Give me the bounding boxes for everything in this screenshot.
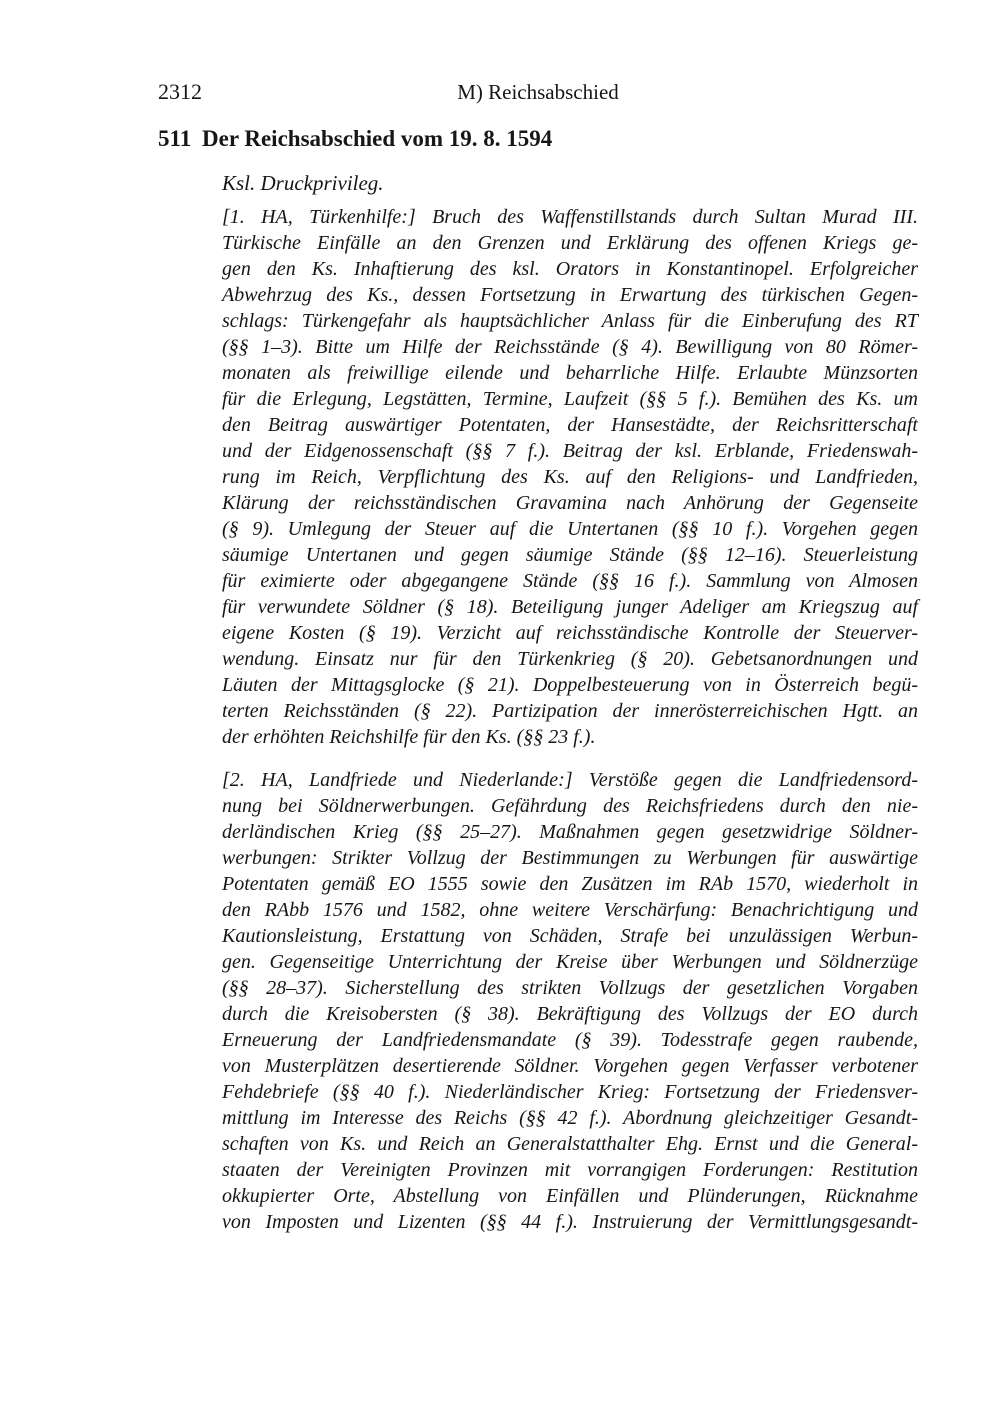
- text-line: säumige Untertanen und gegen säumige Stände (§§ 12–16). Steuerleistung: [222, 544, 918, 566]
- text-line: Kautionsleistung, Erstattung von Schäden, Strafe bei unzulässigen Werbun-: [222, 925, 918, 947]
- text-line: durch die Kreisobersten (§ 38). Bekräftigung des Vollzugs der EO durch: [222, 1003, 918, 1025]
- paragraph-2: [222, 767, 918, 1235]
- section-title: Der Reichsabschied vom 19. 8. 1594: [202, 126, 553, 151]
- text-line: (§§ 28–37). Sicherstellung des strikten Vollzugs der gesetzlichen Vorgaben: [222, 977, 918, 999]
- text-line: und der Eidgenossenschaft (§§ 7 f.). Beitrag der ksl. Erblande, Friedenswah-: [222, 440, 918, 462]
- text-line: schaften von Ks. und Reich an Generalstatthalter Ehg. Ernst und die General-: [222, 1133, 918, 1155]
- text-line: nung bei Söldnerwerbungen. Gefährdung des Reichsfriedens durch den nie-: [222, 795, 918, 817]
- section-number: 511: [158, 126, 192, 151]
- text-line: [2. HA, Landfriede und Niederlande:] Verstöße gegen die Landfriedensord-: [222, 769, 918, 791]
- text-line: monaten als freiwillige eilende und beharrliche Hilfe. Erlaubte Münzsorten: [222, 362, 918, 384]
- paragraph-1: [222, 204, 918, 750]
- text-line: von Imposten und Lizenten (§§ 44 f.). Instruierung der Vermittlungsgesandt-: [222, 1211, 918, 1233]
- text-line: Abwehrzug des Ks., dessen Fortsetzung in Erwartung des türkischen Gegen-: [222, 284, 918, 306]
- text-line: für die Erlegung, Legstätten, Termine, Laufzeit (§§ 5 f.). Bemühen des Ks. um: [222, 388, 918, 410]
- text-line: den RAbb 1576 und 1582, ohne weitere Verschärfung: Benachrichtigung und: [222, 899, 918, 921]
- text-line: Fehdebriefe (§§ 40 f.). Niederländischer Krieg: Fortsetzung der Friedensver-: [222, 1081, 918, 1103]
- text-line: schlags: Türkengefahr als hauptsächlicher Anlass für die Einberufung des RT: [222, 310, 918, 332]
- text-line: für verwundete Söldner (§ 18). Beteiligung junger Adeliger am Kriegszug auf: [222, 596, 918, 618]
- text-line: [1. HA, Türkenhilfe:] Bruch des Waffenstillstands durch Sultan Murad III.: [222, 206, 918, 228]
- text-line: von Musterplätzen desertierende Söldner. Vorgehen gegen Verfasser verbotener: [222, 1055, 918, 1077]
- text-line: werbungen: Strikter Vollzug der Bestimmungen zu Werbungen für auswärtige: [222, 847, 918, 869]
- document-subtitle: Ksl. Druckprivileg.: [222, 171, 384, 195]
- text-line: Läuten der Mittagsglocke (§ 21). Doppelbesteuerung von in Österreich begü-: [222, 674, 918, 696]
- text-block: [158, 0, 918, 1235]
- text-line: (§ 9). Umlegung der Steuer auf die Untertanen (§§ 10 f.). Vorgehen gegen: [222, 518, 918, 540]
- text-line: Erneuerung der Landfriedensmandate (§ 39). Todesstrafe gegen raubende,: [222, 1029, 918, 1051]
- text-line: gen den Ks. Inhaftierung des ksl. Orators in Konstantinopel. Erfolgreicher: [222, 258, 918, 280]
- running-title: M) Reichsabschied: [457, 80, 619, 104]
- page-header: [158, 78, 918, 106]
- text-line: mittlung im Interesse des Reichs (§§ 42 f.). Abordnung gleichzeitiger Gesandt-: [222, 1107, 918, 1129]
- text-line: gen. Gegenseitige Unterrichtung der Kreise über Werbungen und Söldnerzüge: [222, 951, 918, 973]
- body-text: [222, 170, 918, 1235]
- text-line: rung im Reich, Verpflichtung des Ks. auf den Religions- und Landfrieden,: [222, 466, 918, 488]
- text-line: terten Reichsständen (§ 22). Partizipation der innerösterreichischen Hgtt. an: [222, 700, 918, 722]
- text-line: eigene Kosten (§ 19). Verzicht auf reichsständische Kontrolle der Steuerver-: [222, 622, 918, 644]
- text-line: (§§ 1–3). Bitte um Hilfe der Reichsstände (§ 4). Bewilligung von 80 Römer-: [222, 336, 918, 358]
- text-line: der erhöhten Reichshilfe für den Ks. (§§ 23 f.).: [222, 726, 596, 748]
- text-line: Potentaten gemäß EO 1555 sowie den Zusätzen im RAb 1570, wiederholt in: [222, 873, 918, 895]
- text-line: staaten der Vereinigten Provinzen mit vorrangigen Forderungen: Restitution: [222, 1159, 918, 1181]
- section-heading: [158, 124, 918, 154]
- text-line: Türkische Einfälle an den Grenzen und Erklärung des offenen Kriegs ge-: [222, 232, 918, 254]
- text-line: wendung. Einsatz nur für den Türkenkrieg (§ 20). Gebetsanordnungen und: [222, 648, 918, 670]
- page-number: 2312: [158, 79, 202, 104]
- text-line: Klärung der reichsständischen Gravamina nach Anhörung der Gegenseite: [222, 492, 918, 514]
- text-line: okkupierter Orte, Abstellung von Einfällen und Plünderungen, Rücknahme: [222, 1185, 918, 1207]
- text-line: den Beitrag auswärtiger Potentaten, der Hansestädte, der Reichsritterschaft: [222, 414, 918, 436]
- text-line: für eximierte oder abgegangene Stände (§§ 16 f.). Sammlung von Almosen: [222, 570, 918, 592]
- text-line: derländischen Krieg (§§ 25–27). Maßnahmen gegen gesetzwidrige Söldner-: [222, 821, 918, 843]
